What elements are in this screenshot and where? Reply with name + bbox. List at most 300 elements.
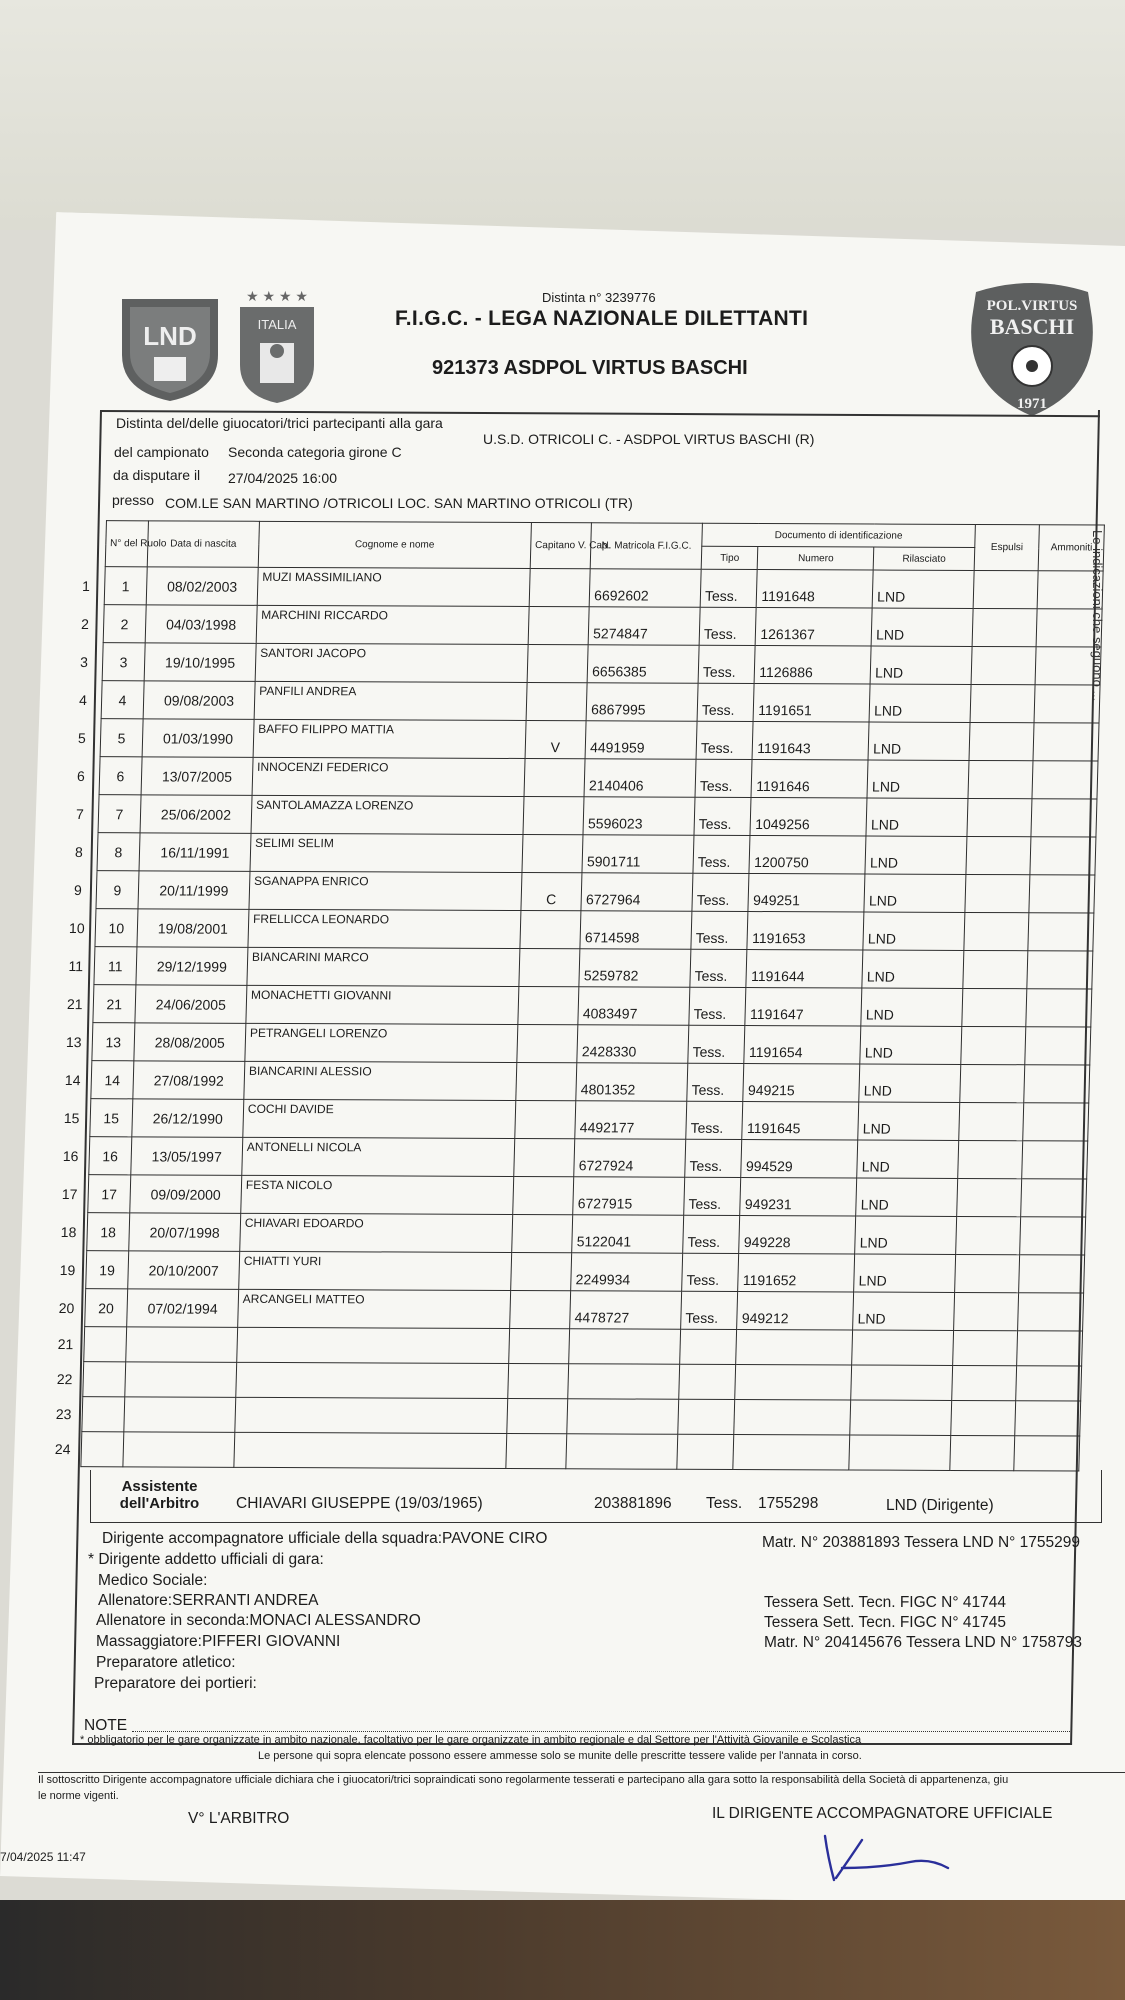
table-row xyxy=(66,642,1101,685)
nome-cell: SANTORI JACOPO xyxy=(255,643,528,682)
row-number: 9 xyxy=(73,881,82,898)
ruolo-cell: 19 xyxy=(85,1251,128,1289)
capitano-cell xyxy=(520,911,581,949)
allenatore2-tessera: Tessera Sett. Tecn. FIGC N° 41745 xyxy=(764,1614,1006,1631)
table-row xyxy=(54,1060,1089,1103)
table-row xyxy=(57,946,1092,989)
assistente-label: Assistente dell'Arbitro xyxy=(119,1478,200,1512)
side-note: Le indicazioni che seguono ... xyxy=(1090,530,1105,702)
rilasciato-cell: LND xyxy=(863,912,965,950)
espulsi-cell xyxy=(973,570,1038,608)
capitano-cell xyxy=(513,1177,574,1215)
tipo-cell: Tess. xyxy=(698,645,755,683)
capitano-cell xyxy=(519,949,580,987)
nome-cell: SGANAPPA ENRICO xyxy=(249,871,522,910)
empty-cell xyxy=(734,1399,851,1435)
match-label: Distinta del/delle giuocatori/trici partecipanti alla gara xyxy=(116,415,443,431)
ruolo-cell: 4 xyxy=(101,681,144,719)
empty-cell xyxy=(569,1329,681,1364)
matricola-cell: 6656385 xyxy=(587,645,699,683)
numero-cell: 949228 xyxy=(739,1215,856,1254)
table-row xyxy=(64,718,1099,761)
col-tipo: Tipo xyxy=(701,546,758,569)
rilasciato-cell: LND xyxy=(869,684,971,722)
row-number: 19 xyxy=(59,1261,76,1278)
espulsi-cell xyxy=(968,760,1033,798)
numero-cell: 949215 xyxy=(743,1064,860,1103)
ruolo-cell: 6 xyxy=(99,757,142,795)
ruolo-cell: 5 xyxy=(100,719,143,757)
table-row xyxy=(51,1174,1086,1217)
ruolo-cell: 21 xyxy=(93,985,136,1023)
rilasciato-cell: LND xyxy=(858,1102,960,1140)
dirigente-matricola: Matr. N° 203881893 Tessera LND N° 1755299 xyxy=(762,1534,1080,1551)
nascita-cell: 13/05/1997 xyxy=(131,1137,243,1175)
lnd-logo xyxy=(118,295,222,403)
nascita-cell: 20/07/1998 xyxy=(129,1213,241,1251)
col-documento: Documento di identificazione xyxy=(702,523,976,547)
italia-logo-text: ITALIA xyxy=(257,317,297,332)
assistente-nome: CHIAVARI GIUSEPPE (19/03/1965) xyxy=(236,1495,483,1512)
date-label: da disputare il xyxy=(113,467,201,483)
virtus-baschi-logo xyxy=(968,278,1096,418)
matricola-cell: 5122041 xyxy=(572,1215,684,1253)
empty-cell xyxy=(237,1327,510,1363)
empty-cell xyxy=(952,1365,1017,1400)
nascita-cell: 04/03/1998 xyxy=(145,605,257,643)
numero-cell: 1191647 xyxy=(745,988,862,1027)
nascita-cell: 28/08/2005 xyxy=(134,1023,246,1061)
numero-cell: 1126886 xyxy=(755,646,872,685)
row-number: 21 xyxy=(57,1336,74,1353)
row-number: 21 xyxy=(66,995,83,1012)
empty-cell xyxy=(567,1399,679,1434)
nascita-cell: 27/08/1992 xyxy=(133,1061,245,1099)
ammoniti-cell xyxy=(1025,1027,1091,1065)
ammoniti-cell xyxy=(1018,1293,1084,1331)
ammoniti-cell xyxy=(1028,913,1094,951)
ruolo-cell: 3 xyxy=(102,643,145,681)
matricola-cell: 2140406 xyxy=(584,759,696,797)
espulsi-cell xyxy=(963,950,1028,988)
capitano-cell xyxy=(527,645,588,683)
assistente-tipo: Tess. xyxy=(706,1495,743,1512)
empty-cell xyxy=(507,1399,568,1434)
nome-cell: ARCANGELI MATTEO xyxy=(238,1289,511,1328)
tipo-cell: Tess. xyxy=(691,911,748,949)
capitano-cell xyxy=(514,1139,575,1177)
ammoniti-cell xyxy=(1036,647,1102,685)
col-capitano: Capitano V. Cap. xyxy=(530,523,592,569)
ruolo-cell: 17 xyxy=(88,1175,131,1213)
tipo-cell: Tess. xyxy=(695,759,752,797)
rilasciato-cell: LND xyxy=(855,1216,957,1254)
nome-cell: MUZI MASSIMILIANO xyxy=(257,567,530,606)
nascita-cell: 20/10/2007 xyxy=(128,1251,240,1289)
row-number: 2 xyxy=(80,615,90,632)
empty-cell xyxy=(1015,1401,1080,1436)
numero-cell: 1191654 xyxy=(744,1026,861,1065)
row-number: 22 xyxy=(56,1371,73,1388)
empty-cell xyxy=(506,1434,567,1469)
tipo-cell: Tess. xyxy=(693,835,750,873)
nascita-cell: 19/08/2001 xyxy=(137,909,249,947)
numero-cell: 994529 xyxy=(741,1140,858,1179)
matricola-cell: 5901711 xyxy=(582,835,694,873)
assistente-matricola: 203881896 xyxy=(594,1495,672,1512)
venue-label: presso xyxy=(112,492,155,508)
nascita-cell: 26/12/1990 xyxy=(132,1099,244,1137)
empty-cell xyxy=(951,1400,1016,1435)
empty-cell xyxy=(733,1434,850,1470)
massaggiatore-line: Massaggiatore:PIFFERI GIOVANNI xyxy=(96,1633,341,1650)
note-label: NOTE xyxy=(84,1717,128,1734)
col-rilasciato: Rilasciato xyxy=(873,547,974,570)
nome-cell: FESTA NICOLO xyxy=(241,1175,514,1214)
empty-cell xyxy=(950,1435,1015,1470)
empty-cell xyxy=(1016,1366,1081,1401)
nascita-cell: 01/03/1990 xyxy=(142,719,254,757)
row-number: 17 xyxy=(61,1185,78,1202)
italia-logo xyxy=(236,285,318,405)
capitano-cell xyxy=(522,835,583,873)
numero-cell: 1191651 xyxy=(753,684,870,723)
match-value: U.S.D. OTRICOLI C. - ASDPOL VIRTUS BASCHI (R) xyxy=(483,431,815,447)
declaration-text-2: le norme vigenti. xyxy=(38,1790,119,1802)
numero-cell: 1191652 xyxy=(738,1253,855,1292)
numero-cell: 1191644 xyxy=(746,950,863,989)
ammoniti-cell xyxy=(1023,1103,1089,1141)
table-row xyxy=(50,1212,1085,1255)
rilasciato-cell: LND xyxy=(859,1064,961,1102)
empty-cell xyxy=(81,1432,124,1467)
matricola-cell: 4492177 xyxy=(575,1101,687,1139)
espulsi-cell xyxy=(962,988,1027,1026)
matricola-cell: 5274847 xyxy=(588,607,700,645)
espulsi-cell xyxy=(966,836,1031,874)
players-table xyxy=(44,520,1105,1475)
rilasciato-cell: LND xyxy=(868,722,970,760)
nascita-cell: 20/11/1999 xyxy=(138,871,250,909)
empty-cell xyxy=(126,1327,238,1362)
medico-line: Medico Sociale: xyxy=(98,1572,208,1589)
espulsi-cell xyxy=(965,874,1030,912)
capitano-cell xyxy=(515,1101,576,1139)
ruolo-cell: 13 xyxy=(92,1023,135,1061)
numero-cell: 1191645 xyxy=(742,1102,859,1141)
club-name: 921373 ASDPOL VIRTUS BASCHI xyxy=(432,357,748,379)
numero-cell: 1191646 xyxy=(751,760,868,799)
document-title: F.I.G.C. - LEGA NAZIONALE DILETTANTI xyxy=(395,307,809,330)
nascita-cell: 29/12/1999 xyxy=(136,947,248,985)
ruolo-cell: 18 xyxy=(86,1213,129,1251)
empty-cell xyxy=(566,1434,678,1469)
ammoniti-cell xyxy=(1037,609,1103,647)
table-row xyxy=(63,756,1098,799)
date-value: 27/04/2025 16:00 xyxy=(228,470,337,486)
svg-text:BASCHI: BASCHI xyxy=(989,314,1075,339)
empty-cell xyxy=(850,1400,952,1435)
ruolo-cell: 14 xyxy=(91,1061,134,1099)
table-row xyxy=(61,832,1096,875)
ammoniti-cell xyxy=(1021,1179,1087,1217)
capitano-cell xyxy=(526,683,587,721)
nascita-cell: 13/07/2005 xyxy=(141,757,253,795)
table-row-empty xyxy=(47,1326,1082,1366)
ruolo-cell: 7 xyxy=(98,795,141,833)
assistente-box xyxy=(90,1470,1102,1523)
rilasciato-cell: LND xyxy=(862,950,964,988)
svg-text:POL.VIRTUS: POL.VIRTUS xyxy=(986,298,1078,314)
preparatore-line: Preparatore atletico: xyxy=(96,1654,236,1671)
capitano-cell: C xyxy=(521,873,582,911)
capitano-cell xyxy=(516,1063,577,1101)
table-row-empty xyxy=(46,1361,1081,1401)
table-row xyxy=(48,1288,1083,1331)
empty-cell xyxy=(508,1329,569,1364)
arbitro-signature-label: V° L'ARBITRO xyxy=(188,1810,290,1827)
rilasciato-cell: LND xyxy=(864,874,966,912)
nome-cell: PETRANGELI LORENZO xyxy=(245,1023,518,1062)
row-number: 23 xyxy=(55,1406,72,1423)
rilasciato-cell: LND xyxy=(861,988,963,1026)
empty-cell xyxy=(852,1330,954,1365)
rilasciato-cell: LND xyxy=(867,760,969,798)
col-numero: Numero xyxy=(758,547,874,571)
espulsi-cell xyxy=(971,646,1036,684)
row-number: 18 xyxy=(60,1223,77,1240)
espulsi-cell xyxy=(956,1216,1021,1254)
nascita-cell: 24/06/2005 xyxy=(135,985,247,1023)
table-row xyxy=(67,604,1102,647)
empty-cell xyxy=(124,1397,236,1432)
row-number: 14 xyxy=(64,1071,81,1088)
numero-cell: 1191653 xyxy=(747,912,864,951)
matricola-cell: 6692602 xyxy=(589,569,701,607)
empty-cell xyxy=(568,1364,680,1399)
capitano-cell xyxy=(518,987,579,1025)
rilasciato-cell: LND xyxy=(866,798,968,836)
nome-cell: INNOCENZI FEDERICO xyxy=(252,757,525,796)
nascita-cell: 25/06/2002 xyxy=(140,795,252,833)
tipo-cell: Tess. xyxy=(685,1139,742,1177)
capitano-cell xyxy=(524,759,585,797)
ruolo-cell: 9 xyxy=(96,871,139,909)
svg-text:★ ★ ★ ★: ★ ★ ★ ★ xyxy=(246,288,308,304)
espulsi-cell xyxy=(959,1102,1024,1140)
table-row xyxy=(68,566,1103,609)
tipo-cell: Tess. xyxy=(681,1291,738,1329)
nascita-cell: 08/02/2003 xyxy=(146,567,258,605)
capitano-cell xyxy=(510,1253,571,1291)
allenatore-line: Allenatore:SERRANTI ANDREA xyxy=(98,1592,319,1609)
numero-cell: 1200750 xyxy=(749,836,866,875)
matricola-cell: 4478727 xyxy=(570,1291,682,1329)
empty-cell xyxy=(1014,1436,1079,1471)
empty-cell xyxy=(235,1397,508,1433)
print-timestamp: 7/04/2025 11:47 xyxy=(0,1850,86,1864)
nascita-cell: 07/02/1994 xyxy=(127,1289,239,1327)
row-number: 16 xyxy=(62,1147,79,1164)
matricola-cell: 5596023 xyxy=(583,797,695,835)
row-number: 7 xyxy=(75,805,85,822)
espulsi-cell xyxy=(967,798,1032,836)
rilasciato-cell: LND xyxy=(854,1254,956,1292)
nome-cell: BAFFO FILIPPO MATTIA xyxy=(253,719,526,758)
ammoniti-cell xyxy=(1027,951,1093,989)
portieri-line: Preparatore dei portieri: xyxy=(94,1675,257,1692)
tipo-cell: Tess. xyxy=(692,873,749,911)
empty-cell xyxy=(123,1432,235,1467)
rilasciato-cell: LND xyxy=(857,1140,959,1178)
empty-cell xyxy=(680,1329,737,1364)
matricola-cell: 5259782 xyxy=(579,949,691,987)
nome-cell: SELIMI SELIM xyxy=(250,833,523,872)
tipo-cell: Tess. xyxy=(686,1101,743,1139)
nome-cell: ANTONELLI NICOLA xyxy=(242,1137,515,1176)
background-wall xyxy=(0,0,1125,230)
capitano-cell xyxy=(517,1025,578,1063)
row-number: 8 xyxy=(74,843,84,860)
venue-value: COM.LE SAN MARTINO /OTRICOLI LOC. SAN MARTINO OTRICOLI (TR) xyxy=(165,495,633,511)
espulsi-cell xyxy=(972,608,1037,646)
table-row xyxy=(62,794,1097,837)
tipo-cell: Tess. xyxy=(689,987,746,1025)
empty-cell xyxy=(234,1432,507,1468)
nome-cell: FRELLICCA LEONARDO xyxy=(248,909,521,948)
nome-cell: BIANCARINI MARCO xyxy=(247,947,520,986)
ruolo-cell: 10 xyxy=(95,909,138,947)
table-row-empty xyxy=(45,1396,1080,1436)
empty-cell xyxy=(508,1364,569,1399)
ruolo-cell: 11 xyxy=(94,947,137,985)
table-header-row xyxy=(69,521,1104,549)
empty-cell xyxy=(953,1330,1018,1365)
empty-cell xyxy=(82,1397,125,1432)
matricola-cell: 4801352 xyxy=(576,1063,688,1101)
espulsi-cell xyxy=(958,1140,1023,1178)
table-row xyxy=(59,870,1094,913)
matricola-cell: 2249934 xyxy=(571,1253,683,1291)
tipo-cell: Tess. xyxy=(682,1253,739,1291)
nascita-cell: 19/10/1995 xyxy=(144,643,256,681)
numero-cell: 1191648 xyxy=(757,570,874,609)
nome-cell: MARCHINI RICCARDO xyxy=(256,605,529,644)
nome-cell: SANTOLAMAZZA LORENZO xyxy=(251,795,524,834)
empty-cell xyxy=(735,1364,852,1400)
table-row xyxy=(53,1098,1088,1141)
table-row xyxy=(65,680,1100,723)
matricola-cell: 6727924 xyxy=(574,1139,686,1177)
allenatore-tessera: Tessera Sett. Tecn. FIGC N° 41744 xyxy=(764,1594,1006,1611)
tipo-cell: Tess. xyxy=(700,569,757,607)
tipo-cell: Tess. xyxy=(694,797,751,835)
ruolo-cell: 8 xyxy=(97,833,140,871)
row-number: 15 xyxy=(63,1109,80,1126)
table-row xyxy=(49,1250,1084,1293)
espulsi-cell xyxy=(960,1064,1025,1102)
capitano-cell xyxy=(511,1215,572,1253)
rilasciato-cell: LND xyxy=(853,1292,955,1330)
nome-cell: COCHI DAVIDE xyxy=(243,1099,516,1138)
matricola-cell: 2428330 xyxy=(577,1025,689,1063)
background-table xyxy=(0,1900,1125,2000)
capitano-cell: V xyxy=(525,721,586,759)
svg-text:1971: 1971 xyxy=(1017,396,1047,412)
rilasciato-cell: LND xyxy=(856,1178,958,1216)
espulsi-cell xyxy=(954,1292,1019,1330)
col-matricola: N. Matricola F.I.G.C. xyxy=(590,523,702,569)
nome-cell: CHIAVARI EDOARDO xyxy=(240,1213,513,1252)
numero-cell: 1261367 xyxy=(756,608,873,647)
assistente-numero: 1755298 xyxy=(758,1495,819,1512)
empty-cell xyxy=(849,1435,951,1470)
rilasciato-cell: LND xyxy=(871,608,973,646)
ammoniti-cell xyxy=(1020,1217,1086,1255)
rilasciato-cell: LND xyxy=(872,570,974,608)
numero-cell: 949212 xyxy=(737,1291,854,1330)
matricola-cell: 4083497 xyxy=(578,987,690,1025)
matricola-cell: 6727915 xyxy=(573,1177,685,1215)
empty-cell xyxy=(125,1362,237,1397)
row-number: 11 xyxy=(68,957,84,974)
lnd-logo-text: LND xyxy=(143,321,197,351)
ruolo-cell: 16 xyxy=(89,1137,132,1175)
row-number: 20 xyxy=(58,1299,75,1316)
row-number: 13 xyxy=(65,1033,82,1050)
tipo-cell: Tess. xyxy=(699,607,756,645)
row-number: 5 xyxy=(77,729,87,746)
allenatore2-line: Allenatore in seconda:MONACI ALESSANDRO xyxy=(96,1612,421,1629)
ruolo-cell: 1 xyxy=(104,567,147,605)
row-number: 24 xyxy=(54,1441,71,1458)
note-text-1: * obbligatorio per le gare organizzate in ambito nazionale, facoltativo per le gare organizzate in ambito regionale e dal Settore per l'Attività Giovanile e Scolastica xyxy=(80,1734,862,1746)
tipo-cell: Tess. xyxy=(688,1025,745,1063)
col-nome: Cognome e nome xyxy=(258,521,531,568)
ruolo-cell: 15 xyxy=(90,1099,133,1137)
empty-cell xyxy=(736,1329,853,1365)
nascita-cell: 09/08/2003 xyxy=(143,681,255,719)
table-row xyxy=(56,984,1091,1027)
row-number: 6 xyxy=(76,767,86,784)
matricola-cell: 6714598 xyxy=(580,911,692,949)
nome-cell: PANFILI ANDREA xyxy=(254,681,527,720)
tipo-cell: Tess. xyxy=(696,721,753,759)
ammoniti-cell xyxy=(1024,1065,1090,1103)
distinta-number: Distinta n° 3239776 xyxy=(542,290,656,305)
nascita-cell: 16/11/1991 xyxy=(139,833,251,871)
ammoniti-cell xyxy=(1033,723,1099,761)
declaration-text: Il sottoscritto Dirigente accompagnatore ufficiale dichiara che i giuocatori/trici sopraindicati sono regolarmente tesserati e partecipano alla gara sotto la responsabilità della Società di appartenenza, giu xyxy=(38,1774,1009,1786)
rilasciato-cell: LND xyxy=(870,646,972,684)
matricola-cell: 6867995 xyxy=(586,683,698,721)
tipo-cell: Tess. xyxy=(690,949,747,987)
empty-cell xyxy=(236,1362,509,1398)
tipo-cell: Tess. xyxy=(684,1177,741,1215)
ammoniti-cell xyxy=(1038,571,1104,609)
capitano-cell xyxy=(509,1291,570,1329)
table-row-empty xyxy=(44,1431,1079,1471)
empty-cell xyxy=(679,1364,736,1399)
rilasciato-cell: LND xyxy=(865,836,967,874)
numero-cell: 1191643 xyxy=(752,722,869,761)
ruolo-cell: 2 xyxy=(103,605,146,643)
row-number: 10 xyxy=(68,919,85,936)
espulsi-cell xyxy=(969,722,1034,760)
massaggiatore-matricola: Matr. N° 204145676 Tessera LND N° 1758793 xyxy=(764,1634,1082,1651)
espulsi-cell xyxy=(964,912,1029,950)
ammoniti-cell xyxy=(1029,875,1095,913)
